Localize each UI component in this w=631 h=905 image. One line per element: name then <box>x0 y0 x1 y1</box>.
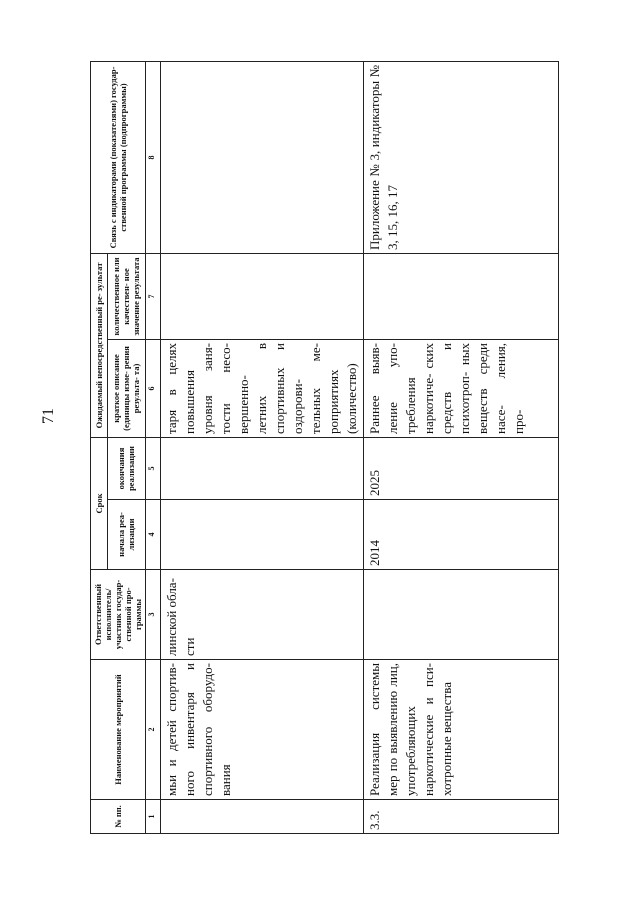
row-start: 2014 <box>364 500 559 570</box>
header-link: Связь с индикаторами (показателями) государ- ственной программы (подпрограммы) <box>91 61 146 253</box>
row-value <box>364 253 559 339</box>
column-number: 8 <box>146 61 161 253</box>
column-number: 7 <box>146 253 161 339</box>
rotated-table-container <box>90 62 568 834</box>
page-number: 71 <box>40 408 57 424</box>
header-row-1 <box>91 61 108 833</box>
header-result-desc: краткое описание (единицы изме- рения результа- та) <box>107 339 146 437</box>
table-row <box>364 61 559 833</box>
row-num: 3.3. <box>364 800 559 834</box>
row-name: Реализация системы мер по выявлению лиц, употребляющих наркотические и пси- хотропные вещества <box>364 660 559 800</box>
row-end: 2025 <box>364 437 559 499</box>
column-number: 2 <box>146 660 161 800</box>
row-name: мьи и детей спортив- ного инвентаря и спортивного оборудо- вания <box>161 660 364 800</box>
row-end <box>161 437 364 499</box>
header-term-start: начала реа- лизации <box>107 500 146 570</box>
column-number: 5 <box>146 437 161 499</box>
row-link: Приложение № 3, индикаторы № 3, 15, 16, 17 <box>364 61 559 253</box>
row-responsible: линской обла- сти <box>161 570 364 660</box>
column-number: 6 <box>146 339 161 437</box>
header-result-value: количественное или качествен- ное значение результата <box>107 253 146 339</box>
header-name: Наименование мероприятий <box>91 660 146 800</box>
header-num: № пп. <box>91 800 146 834</box>
header-term: Срок <box>91 437 108 569</box>
column-number: 4 <box>146 500 161 570</box>
column-number: 3 <box>146 570 161 660</box>
column-number-row <box>146 61 161 833</box>
header-responsible: Ответственный исполнитель/ участник государ- ственной про- граммы <box>91 570 146 660</box>
row-num <box>161 800 364 834</box>
row-value <box>161 253 364 339</box>
row-responsible <box>364 570 559 660</box>
column-number: 1 <box>146 800 161 834</box>
activities-table <box>90 61 559 834</box>
header-result: Ожидаемый непосредственный ре- зультат <box>91 253 108 437</box>
header-term-end: окончания реализации <box>107 437 146 499</box>
row-desc: таря в целях повышения уровня заня- тости несо- вершенно- летних в спортивных и оздорови- тельных ме- роприятиях (количество) <box>161 339 364 437</box>
table-row <box>161 61 364 833</box>
row-desc: Раннее выяв- ление упо- требления наркотиче- ских средств и психотроп- ных веществ среди насе- ления, про- <box>364 339 559 437</box>
row-start <box>161 500 364 570</box>
row-link <box>161 61 364 253</box>
